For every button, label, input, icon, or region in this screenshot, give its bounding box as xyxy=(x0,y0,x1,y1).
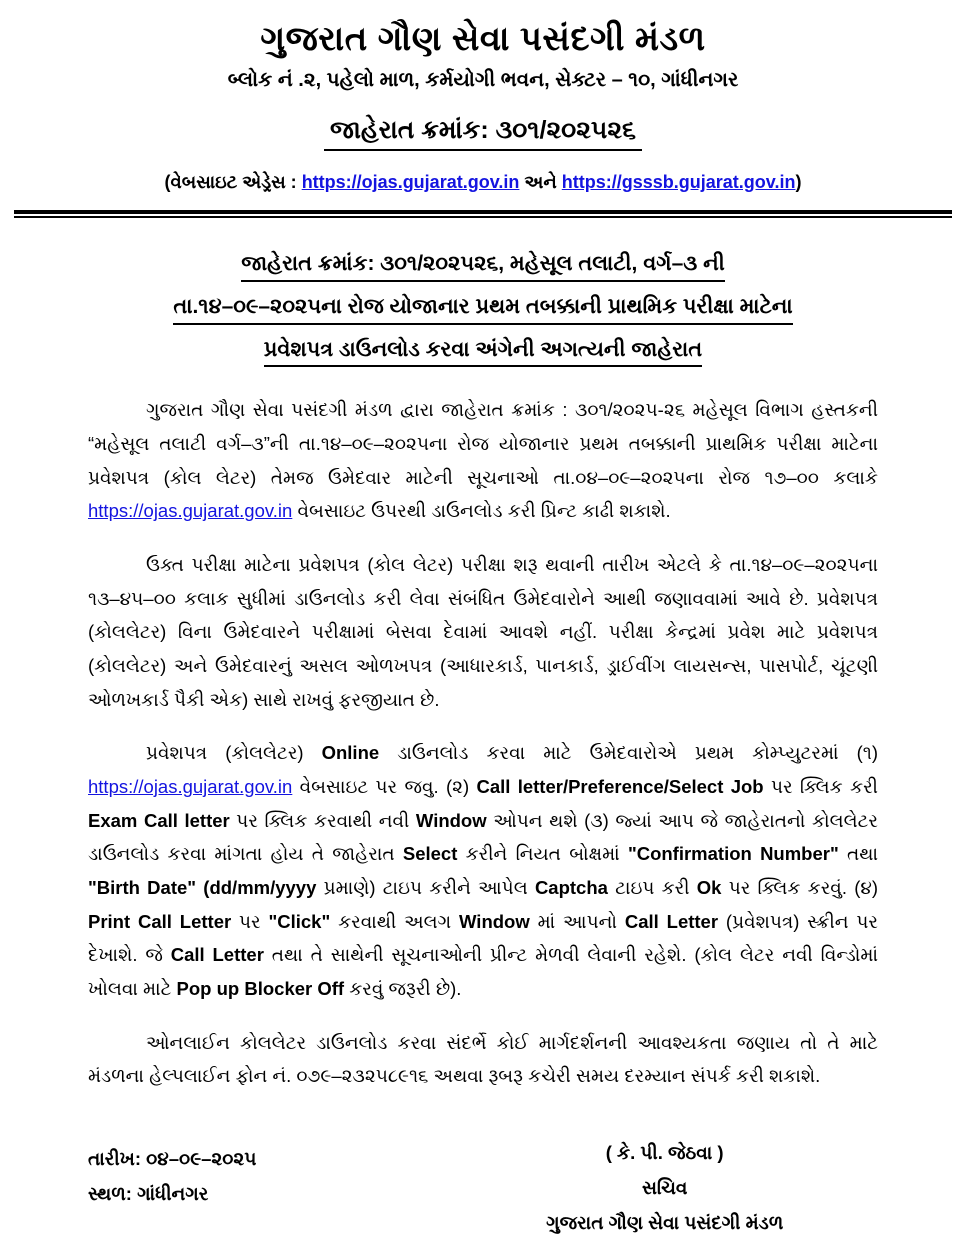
p3-s16: તથા તે સાથેની સૂચનાઓની પ્રીન્ટ મેળવી લેવાની રહેશે. (કોલ લેટર નવી વિન્ડોમાં ખોલવા માટે xyxy=(88,944,879,999)
footer-date: તારીખ: ૦૪–૦૯–૨૦૨૫ xyxy=(88,1147,257,1169)
p3-s11: પર ક્લિક કરવું. (૪) xyxy=(721,876,878,898)
footer-signature-block xyxy=(451,1135,878,1240)
paragraph-1-segment-2: વેબસાઇટ ઉપરથી ડાઉનલોડ કરી પ્રિન્ટ કાઢી શકાશે. xyxy=(292,500,671,522)
organisation-name: ગુજરાત ગૌણ સેવા પસંદગી મંડળ xyxy=(260,20,706,58)
p3-keyword-window-1: Window xyxy=(415,809,487,831)
p3-keyword-ok: Ok xyxy=(696,876,722,898)
signatory-organisation: ગુજરાત ગૌણ સેવા પસંદગી મંડળ xyxy=(546,1212,784,1234)
p3-keyword-birth-date: "Birth Date" (dd/mm/yyyy xyxy=(88,876,317,898)
footer-place: સ્થળ: ગાંધીનગર xyxy=(88,1183,209,1205)
paragraph-3-ojas-link[interactable]: https://ojas.gujarat.gov.in xyxy=(88,776,293,797)
p3-s9: પ્રમાણે) ટાઇપ કરીને આપેલ xyxy=(316,876,535,898)
notice-title-line-1 xyxy=(0,252,966,282)
paragraph-1 xyxy=(88,393,878,528)
p3-s7: કરીને નિયત બોક્ષમાં xyxy=(457,843,628,865)
p3-keyword-online: Online xyxy=(321,742,380,764)
advertisement-number-wrap xyxy=(0,115,966,151)
notice-title-block xyxy=(0,252,966,367)
p3-keyword-window-2: Window xyxy=(459,910,530,932)
paragraph-1-ojas-link[interactable]: https://ojas.gujarat.gov.in xyxy=(88,500,293,522)
paragraph-1-segment-1: ગુજરાત ગૌણ સેવા પસંદગી મંડળ દ્વારા જાહેરાત ક્રમાંક : ૩૦૧/૨૦૨૫-૨૬ મહેસૂલ વિભાગ હસ્તકની “મહેસૂલ તલાટી વર્ગ–૩”ની તા.૧૪–૦૯–૨૦૨૫ના રોજ યોજાનાર પ્રથમ તબક્કાની પ્રાથમિક પરીક્ષા માટેના પ્રવેશપત્ર (કોલ લેટર) તેમજ ઉમેદવાર માટેની સૂચનાઓ તા.૦૪–૦૯–૨૦૨૫ના રોજ ૧૭–૦૦ કલાકે xyxy=(88,399,878,488)
p3-s5: પર ક્લિક કરવાથી નવી xyxy=(229,809,416,831)
p3-s4: પર ક્લિક કરી xyxy=(763,776,878,797)
document-footer xyxy=(88,1135,878,1240)
header-divider xyxy=(14,210,952,218)
p3-keyword-popup-blocker-off: Pop up Blocker Off xyxy=(176,977,345,999)
document-body xyxy=(88,393,878,1092)
p3-s15: (પ્રવેશપત્ર) સ્ક્રીન પર દેખાશે. જે xyxy=(88,910,878,966)
p3-keyword-call-letter-preference: Call letter/Preference/Select Job xyxy=(476,776,764,797)
p3-s17: કરવું જરૂરી છે). xyxy=(344,977,462,999)
p3-s6: ઓપન થશે (૩) જ્યાં આપ જે જાહેરાતનો કોલલેટર ડાઉનલોડ કરવા માંગતા હોય તે જાહેરાત xyxy=(88,809,878,865)
p3-s1: પ્રવેશપત્ર (કોલલેટર) xyxy=(146,742,322,764)
signatory-designation: સચિવ xyxy=(641,1177,688,1199)
paragraph-3 xyxy=(88,736,878,1005)
p3-keyword-captcha: Captcha xyxy=(534,876,608,898)
paragraph-4: ઓનલાઈન કોલલેટર ડાઉનલોડ કરવા સંદર્ભે કોઈ માર્ગદર્શનની આવશ્યકતા જણાય તો તે માટે મંડળના હેલ્પલાઈન ફોન નં. ૦૭૯–૨૩૨૫૮૯૧૬ અથવા રૂબરૂ કચેરી સમય દરમ્યાન સંપર્ક કરી શકાશે. xyxy=(88,1031,878,1087)
notice-title-line-3-text: પ્રવેશપત્ર ડાઉનલોડ કરવા અંગેની અગત્યની જાહેરાત xyxy=(264,338,702,368)
p3-keyword-call-letter-2: Call Letter xyxy=(170,944,264,966)
document-header xyxy=(0,0,966,194)
p3-keyword-call-letter-1: Call Letter xyxy=(624,910,719,932)
notice-title-line-1-text: જાહેરાત ક્રમાંક: ૩૦૧/૨૦૨૫૨૬, મહેસૂલ તલાટી, વર્ગ–૩ ની xyxy=(241,252,725,282)
footer-left-block xyxy=(88,1135,451,1211)
website-link-ojas[interactable]: https://ojas.gujarat.gov.in xyxy=(301,171,520,192)
website-conjunction: અને xyxy=(519,171,562,192)
p3-s14: માં આપનો xyxy=(529,910,625,932)
p3-keyword-print-call-letter: Print Call Letter xyxy=(88,910,232,932)
website-label-open: (વેબસાઇટ એડ્રેસ : xyxy=(164,171,302,192)
organisation-address: બ્લોક નં .૨, પહેલો માળ, કર્મયોગી ભવન, સેક્ટર – ૧૦, ગાંધીનગર xyxy=(227,68,739,91)
p3-keyword-click: "Click" xyxy=(268,910,331,932)
paragraph-2: ઉક્ત પરીક્ષા માટેના પ્રવેશપત્ર (કોલ લેટર) પરીક્ષા શરૂ થવાની તારીખ એટલે કે તા.૧૪–૦૯–૨૦૨૫ના ૧૩–૪૫–૦૦ કલાક સુધીમાં ડાઉનલોડ કરી લેવા સંબંધિત ઉમેદવારોને આથી જણાવવામાં આવે છે. પ્રવેશપત્ર (કોલલેટર) વિના ઉમેદવારને પરીક્ષામાં બેસવા દેવામાં આવશે નહીં. પરીક્ષા કેન્દ્રમાં પ્રવેશ માટે પ્રવેશપત્ર (કોલલેટર) અને ઉમેદવારનું અસલ ઓળખપત્ર (આધારકાર્ડ, પાનકાર્ડ, ડ્રાઈવીંગ લાયસન્સ, પાસપોર્ટ, ચૂંટણી ઓળખકાર્ડ પૈકી એક) સાથે રાખવું ફરજીયાત છે. xyxy=(88,554,878,710)
signatory-name: ( કે. પી. જેઠવા ) xyxy=(605,1141,724,1163)
advertisement-number: જાહેરાત ક્રમાંક: ૩૦૧/૨૦૨૫૨૬ xyxy=(324,115,642,151)
p3-s8: તથા xyxy=(838,843,878,865)
p3-s3: વેબસાઇટ પર જવુ. (૨) xyxy=(292,776,477,797)
notice-title-line-2-text: તા.૧૪–૦૯–૨૦૨૫ના રોજ યોજાનાર પ્રથમ તબક્કાની પ્રાથમિક પરીક્ષા માટેના xyxy=(173,295,792,325)
notice-title-line-2 xyxy=(0,295,966,325)
website-label-close: ) xyxy=(795,171,802,192)
p3-s12: પર xyxy=(231,910,269,932)
p3-s13: કરવાથી અલગ xyxy=(330,910,459,932)
p3-s10: ટાઇપ કરી xyxy=(607,876,697,898)
notice-title-line-3 xyxy=(0,338,966,368)
p3-keyword-select: Select xyxy=(402,843,458,865)
p3-keyword-confirmation-number: "Confirmation Number" xyxy=(627,843,839,865)
website-address-line xyxy=(0,171,966,194)
p3-keyword-exam-call-letter: Exam Call letter xyxy=(88,809,230,831)
p3-s2: ડાઉનલોડ કરવા માટે ઉમેદવારોએ પ્રથમ કોમ્પ્યુટરમાં (૧) xyxy=(379,742,878,764)
website-link-gsssb[interactable]: https://gsssb.gujarat.gov.in xyxy=(561,171,796,192)
